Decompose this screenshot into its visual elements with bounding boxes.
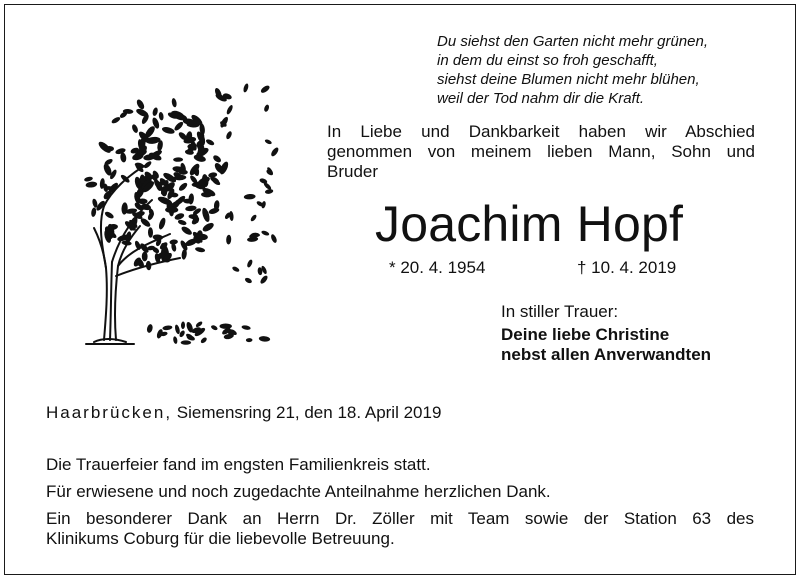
- mourners-label: In stiller Trauer:: [501, 302, 619, 321]
- birth-date: * 20. 4. 1954: [389, 258, 486, 277]
- poem-line: Du siehst den Garten nicht mehr grünen,: [437, 33, 708, 50]
- poem-line: siehst deine Blumen nicht mehr blühen,: [437, 71, 700, 88]
- deceased-name: Joachim Hopf: [375, 196, 684, 252]
- intro-line: Bruder: [327, 162, 379, 181]
- poem: [437, 32, 777, 108]
- special-thanks-line: Klinikums Coburg für die liebevolle Betreuung.: [46, 529, 395, 548]
- thanks-notice: Für erwiesene und noch zugedachte Anteilnahme herzlichen Dank.: [46, 482, 551, 501]
- special-thanks: [46, 509, 754, 549]
- poem-line: weil der Tod nahm dir die Kraft.: [437, 90, 645, 107]
- address-date: Siemensring 21, den 18. April 2019: [172, 403, 442, 422]
- funeral-notice: Die Trauerfeier fand im engsten Familienkreis statt.: [46, 455, 431, 474]
- mourner-name: Deine liebe Christine: [501, 325, 670, 344]
- city: Haarbrücken,: [46, 403, 173, 422]
- intro-text: [327, 122, 755, 182]
- place-and-date: [46, 403, 441, 423]
- mourner-name: nebst allen Anverwandten: [501, 345, 712, 364]
- special-thanks-line: Ein besonderer Dank an Herrn Dr. Zöller mit Team sowie der Station 63 des: [46, 509, 754, 528]
- intro-line: genommen von meinem lieben Mann, Sohn und: [327, 142, 755, 161]
- intro-line: In Liebe und Dankbarkeit haben wir Abschied: [327, 122, 755, 141]
- windblown-tree-icon: [76, 66, 284, 352]
- poem-line: in dem du einst so froh geschafft,: [437, 52, 658, 69]
- death-date: † 10. 4. 2019: [577, 258, 677, 277]
